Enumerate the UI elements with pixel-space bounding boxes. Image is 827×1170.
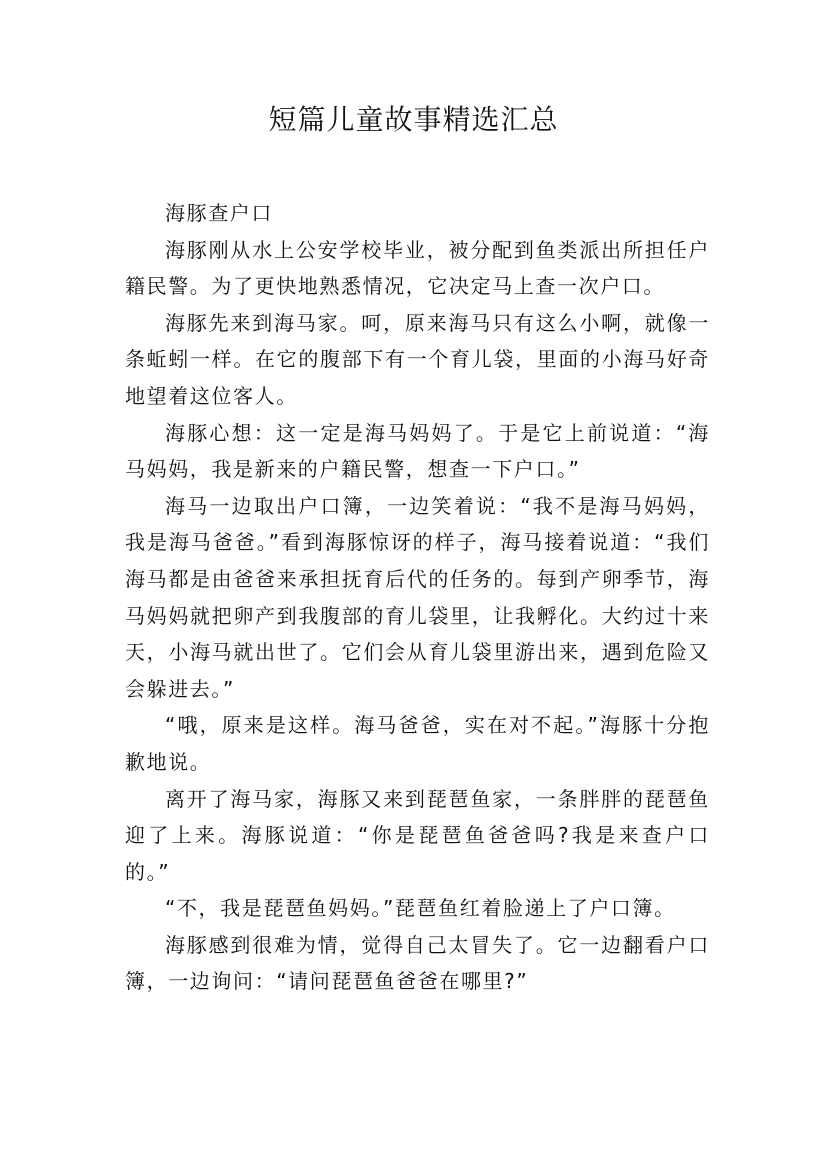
paragraph: 海豚先来到海马家。呵，原来海马只有这么小啊，就像一条蚯蚓一样。在它的腹部下有一个育儿袋，里面的小海马好奇地望着这位客人。 xyxy=(125,310,710,408)
paragraph: 海豚心想：这一定是海马妈妈了。于是它上前说道：“海马妈妈，我是新来的户籍民警，想查一下户口。” xyxy=(125,420,710,482)
story-heading: 海豚查户口 xyxy=(165,201,273,225)
paragraph: “不，我是琵琶鱼妈妈。”琵琶鱼红着脸递上了户口簿。 xyxy=(165,896,676,921)
paragraph: 海豚刚从水上公安学校毕业，被分配到鱼类派出所担任户籍民警。为了更快地熟悉情况，它决定马上查一次户口。 xyxy=(125,237,710,299)
paragraph: 海马一边取出户口簿，一边笑着说：“我不是海马妈妈，我是海马爸爸。”看到海豚惊讶的样子，海马接着说道：“我们海马都是由爸爸来承担抚育后代的任务的。每到产卵季节，海马妈妈就把卵产到我腹部的育儿袋里，让我孵化。大约过十来天，小海马就出世了。它们会从育儿袋里游出来，遇到危险又会躲进去。” xyxy=(125,493,710,701)
paragraph: 海豚感到很难为情，觉得自己太冒失了。它一边翻看户口簿，一边询问：“请问琵琶鱼爸爸在哪里?” xyxy=(125,932,710,994)
document-body xyxy=(125,195,710,1000)
paragraph: 离开了海马家，海豚又来到琵琶鱼家，一条胖胖的琵琶鱼迎了上来。海豚说道：“你是琵琶鱼爸爸吗?我是来查户口的。” xyxy=(125,786,710,884)
document-title: 短篇儿童故事精选汇总 xyxy=(268,103,559,136)
paragraph: “哦，原来是这样。海马爸爸，实在对不起。”海豚十分抱歉地说。 xyxy=(125,713,710,774)
